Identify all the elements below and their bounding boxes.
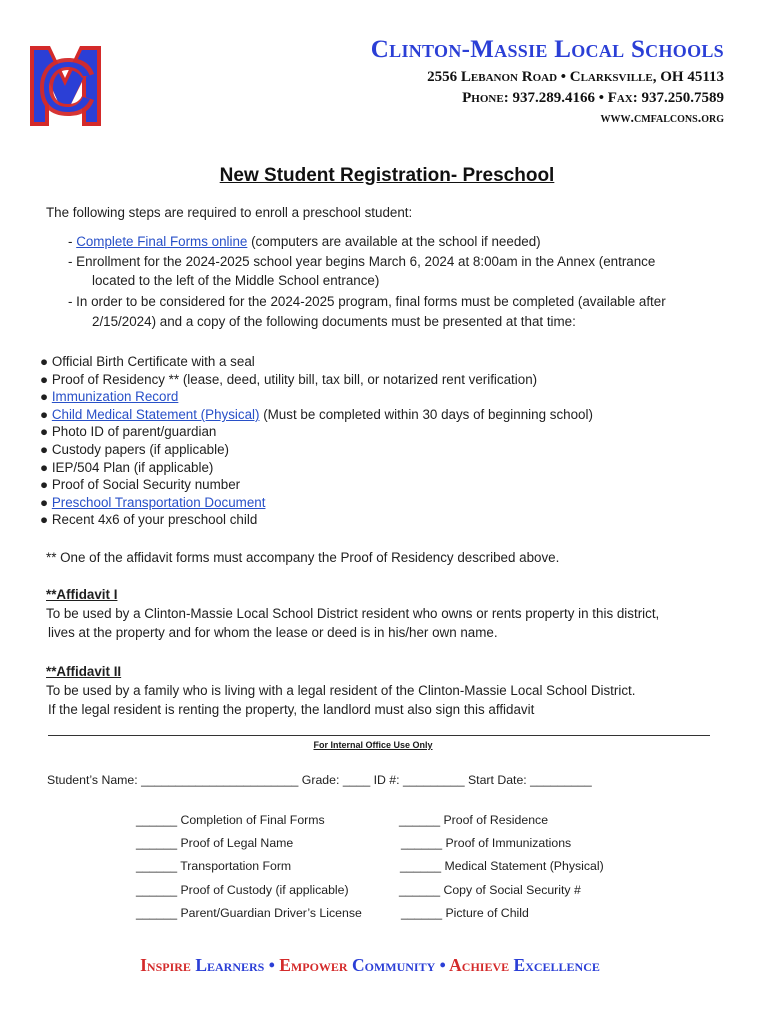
checklist-item: ______ Copy of Social Security # [399, 883, 581, 897]
list-item [40, 424, 216, 439]
final-forms-link[interactable]: Complete Final Forms online [76, 234, 248, 249]
affidavit2-line2: If the legal resident is renting the property, the landlord must also sign this affidavit [48, 702, 535, 717]
bullet-icon: ● [40, 372, 49, 387]
list-item [40, 495, 265, 510]
motto-separator: • [435, 955, 450, 975]
affidavit1-line2: lives at the property and for whom the lease or deed is in his/her own name. [48, 625, 498, 640]
doc-birth-certificate: Official Birth Certificate with a seal [51, 354, 255, 369]
checklist-item: ______ Medical Statement (Physical) [400, 859, 604, 873]
list-item [40, 407, 593, 422]
step-suffix: (computers are available at the school if needed) [247, 234, 541, 249]
checklist-item: ______ Proof of Custody (if applicable) [136, 883, 349, 897]
step-program-line2: 2/15/2024) and a copy of the following documents must be presented at that time: [92, 314, 576, 329]
checklist-item: ______ Completion of Final Forms [136, 813, 325, 827]
motto-word: Learners [190, 955, 265, 975]
checklist-item: ______ Parent/Guardian Driver’s License [136, 906, 362, 920]
doc-social-security: Proof of Social Security number [51, 477, 241, 492]
immunization-record-link[interactable]: Immunization Record [51, 389, 179, 404]
affidavit2-heading: **Affidavit II [46, 664, 122, 679]
step-final-forms [68, 234, 541, 249]
page-title: New Student Registration- Preschool [219, 165, 555, 186]
transportation-document-link[interactable]: Preschool Transportation Document [51, 495, 266, 510]
bullet-icon: ● [40, 477, 49, 492]
motto-word: Excellence [509, 955, 600, 975]
list-item [40, 477, 240, 492]
step-enrollment-line1: - Enrollment for the 2024-2025 school year begins March 6, 2024 at 8:00am in the Annex (entrance [68, 254, 656, 269]
list-item [40, 512, 257, 527]
step-prefix: - [68, 234, 77, 249]
doc-proof-of-residency: Proof of Residency ** (lease, deed, utility bill, tax bill, or notarized rent verification) [51, 372, 538, 387]
bullet-icon: ● [40, 424, 49, 439]
checklist-item: ______ Proof of Residence [399, 813, 549, 827]
list-item [40, 460, 213, 475]
divider [48, 735, 710, 736]
intro-text: The following steps are required to enroll a preschool student: [46, 205, 413, 220]
affidavit2-line1: To be used by a family who is living with a legal resident of the Clinton-Massie Local School District. [46, 683, 636, 698]
school-website: www.cmfalcons.org [600, 111, 724, 126]
student-info-line: Student’s Name: _______________________ Grade: ____ ID #: _________ Start Date: _________ [47, 773, 592, 787]
bullet-icon: ● [40, 460, 49, 475]
doc-iep-504: IEP/504 Plan (if applicable) [51, 460, 214, 475]
office-use-label: For Internal Office Use Only [313, 740, 433, 750]
motto-word: Achieve [449, 955, 510, 975]
cm-monogram-logo-icon [24, 38, 107, 134]
motto-word: Inspire [140, 955, 191, 975]
school-name: Clinton-Massie Local Schools [370, 36, 724, 63]
list-item [40, 372, 537, 387]
footer-motto [0, 955, 740, 976]
doc-photo-child: Recent 4x6 of your preschool child [51, 512, 258, 527]
doc-custody-papers: Custody papers (if applicable) [51, 442, 229, 457]
school-address: 2556 Lebanon Road • Clarksville, OH 45113 [427, 69, 724, 85]
bullet-icon: ● [40, 512, 49, 527]
motto-separator: • [264, 955, 280, 975]
list-item [40, 389, 178, 404]
checklist-item: ______ Proof of Legal Name [136, 836, 294, 850]
checklist-item: ______ Transportation Form [136, 859, 292, 873]
medical-statement-link[interactable]: Child Medical Statement (Physical) [51, 407, 260, 422]
list-item [40, 354, 255, 369]
doc-photo-id: Photo ID of parent/guardian [51, 424, 217, 439]
checklist-item: ______ Picture of Child [401, 906, 529, 920]
list-item [40, 442, 229, 457]
step-enrollment-line2: located to the left of the Middle School entrance) [92, 273, 380, 288]
motto-word: Community [347, 955, 436, 975]
bullet-icon: ● [40, 495, 49, 510]
bullet-icon: ● [40, 407, 49, 422]
affidavit1-heading: **Affidavit I [46, 587, 118, 602]
bullet-icon: ● [40, 442, 49, 457]
affidavit-note: ** One of the affidavit forms must accompany the Proof of Residency described above. [46, 550, 560, 565]
bullet-icon: ● [40, 389, 49, 404]
medical-statement-note: (Must be completed within 30 days of beginning school) [259, 407, 593, 422]
checklist-item: ______ Proof of Immunizations [401, 836, 572, 850]
step-program-line1: - In order to be considered for the 2024-2025 program, final forms must be completed (available after [68, 294, 666, 309]
bullet-icon: ● [40, 354, 49, 369]
motto-word: Empower [279, 955, 348, 975]
school-phone-fax: Phone: 937.289.4166 • Fax: 937.250.7589 [462, 90, 724, 106]
affidavit1-line1: To be used by a Clinton-Massie Local School District resident who owns or rents property in this district, [46, 606, 660, 621]
